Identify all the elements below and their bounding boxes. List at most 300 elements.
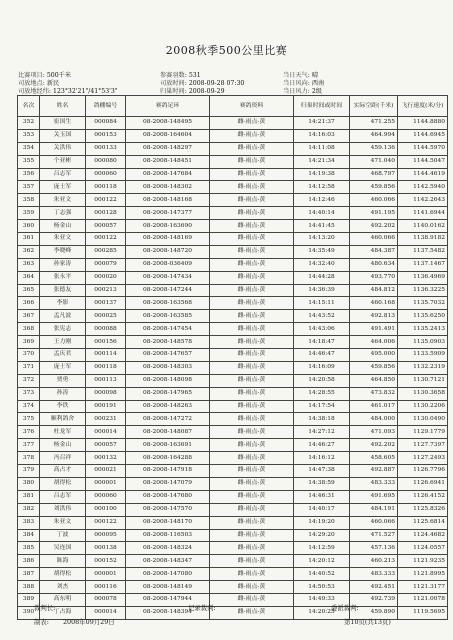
- bird-info-cell: 雌-雨点-黄: [210, 490, 294, 503]
- distance-cell: 492.813: [350, 310, 398, 323]
- distance-cell: 468.797: [350, 168, 398, 181]
- rank-cell: 362: [18, 245, 40, 258]
- arrival-cell: 14:43:52: [294, 310, 350, 323]
- name-cell: 李晓峰: [40, 245, 86, 258]
- bird-info-cell: 雌-雨点-黄: [210, 297, 294, 310]
- arrival-cell: 14:18:47: [294, 336, 350, 349]
- distance-cell: 492.739: [350, 593, 398, 606]
- arrival-cell: 14:21:34: [294, 155, 350, 168]
- distance-cell: 459.890: [350, 606, 398, 619]
- loft-cell: 000122: [86, 516, 126, 529]
- rank-cell: 372: [18, 374, 40, 387]
- distance-cell: 493.770: [350, 271, 398, 284]
- table-row: [18, 529, 448, 542]
- entries-label: 参赛羽数:: [160, 72, 187, 79]
- ring-cell: 08-2008-148720: [126, 245, 210, 258]
- name-cell: 顺利鸽舍: [40, 413, 86, 426]
- table-row: [18, 117, 448, 130]
- loft-cell: 000118: [86, 181, 126, 194]
- bird-info-cell: 雌-雨点-黄: [210, 593, 294, 606]
- name-cell: 吕志军: [40, 490, 86, 503]
- distance-cell: 492.451: [350, 581, 398, 594]
- name-cell: 关洪伟: [40, 142, 86, 155]
- table-body: [18, 117, 448, 620]
- bird-info-cell: 雌-雨点-黄: [210, 258, 294, 271]
- speed-cell: 1136.3225: [398, 284, 448, 297]
- name-cell: 刘洪伟: [40, 503, 86, 516]
- bird-info-cell: 雌-雨点-黄: [210, 465, 294, 478]
- ring-cell: 08-2008-148303: [126, 361, 210, 374]
- speed-cell: 1135.0903: [398, 336, 448, 349]
- rank-cell: 356: [18, 168, 40, 181]
- distance-cell: 460.066: [350, 194, 398, 207]
- ring-cell: 08-2008-148394: [126, 606, 210, 619]
- ring-cell: 08-2008-148170: [126, 516, 210, 529]
- name-cell: 杜龙军: [40, 426, 86, 439]
- weather-value: 晴: [311, 72, 319, 79]
- arrival-cell: 14:11:08: [294, 142, 350, 155]
- distance-cell: 484.000: [350, 413, 398, 426]
- loft-cell: 000057: [86, 439, 126, 452]
- ring-cell: 08-2008-147454: [126, 323, 210, 336]
- made-date: 2008年09月29日: [62, 618, 115, 626]
- name-cell: 崔国生: [40, 117, 86, 130]
- distance-cell: 471.093: [350, 426, 398, 439]
- table-row: [18, 465, 448, 478]
- loft-cell: 000153: [86, 129, 126, 142]
- weather-label: 当日天气:: [283, 72, 310, 79]
- bird-info-cell: 雌-雨点-黄: [210, 387, 294, 400]
- ring-cell: 08-2008-163691: [126, 439, 210, 452]
- ring-cell: 08-2008-148169: [126, 233, 210, 246]
- speed-cell: 1121.3177: [398, 581, 448, 594]
- rank-cell: 358: [18, 194, 40, 207]
- bird-info-cell: 雌-雨点-黄: [210, 194, 294, 207]
- table-row: [18, 426, 448, 439]
- arrival-cell: 14:16:03: [294, 129, 350, 142]
- distance-cell: 473.832: [350, 387, 398, 400]
- loft-cell: 000014: [86, 426, 126, 439]
- bird-info-cell: 雌-雨点-黄: [210, 374, 294, 387]
- ring-cell: 08-2008-148149: [126, 581, 210, 594]
- table-row: [18, 593, 448, 606]
- speed-cell: 1135.6250: [398, 310, 448, 323]
- ring-cell: 08-2008-148347: [126, 555, 210, 568]
- rank-cell: 370: [18, 349, 40, 362]
- location-label: 司放地点:: [18, 80, 45, 87]
- distance-cell: 495.000: [350, 349, 398, 362]
- table-row: [18, 374, 448, 387]
- speed-cell: 1130.2206: [398, 400, 448, 413]
- speed-cell: 1130.7121: [398, 374, 448, 387]
- distance-cell: 483.333: [350, 477, 398, 490]
- loft-cell: 000095: [86, 529, 126, 542]
- name-cell: 朱亚文: [40, 194, 86, 207]
- col-header-loft: 鸽棚编号: [86, 96, 126, 117]
- distance-cell: 464.006: [350, 336, 398, 349]
- name-cell: 朱亚文: [40, 516, 86, 529]
- ring-cell: 08-2008-147965: [126, 387, 210, 400]
- loft-cell: 000285: [86, 245, 126, 258]
- speed-cell: 1119.5695: [398, 606, 448, 619]
- ring-cell: 08-2008-148302: [126, 181, 210, 194]
- table-row: [18, 555, 448, 568]
- col-header-bird-info: 赛鸽资料: [210, 96, 294, 117]
- speed-cell: 1136.4969: [398, 271, 448, 284]
- loft-cell: 000128: [86, 207, 126, 220]
- ring-cell: 08-2008-148578: [126, 336, 210, 349]
- bird-info-cell: 雌-雨点-黄: [210, 181, 294, 194]
- rank-cell: 371: [18, 361, 40, 374]
- table-row: [18, 142, 448, 155]
- arrival-cell: 14:15:11: [294, 297, 350, 310]
- bird-info-cell: 雌-雨点-黄: [210, 516, 294, 529]
- loft-cell: 000080: [86, 155, 126, 168]
- bird-info-cell: 雌-雨点-黄: [210, 336, 294, 349]
- rank-cell: 354: [18, 142, 40, 155]
- table-row: [18, 387, 448, 400]
- arrival-cell: 14:35:49: [294, 245, 350, 258]
- name-cell: 李铁: [40, 400, 86, 413]
- rank-cell: 355: [18, 155, 40, 168]
- page-number: 第10页(共13页): [344, 618, 391, 626]
- speed-cell: 1125.6814: [398, 516, 448, 529]
- loft-cell: 000001: [86, 477, 126, 490]
- arrival-cell: 14:40:14: [294, 207, 350, 220]
- distance-cell: 471.040: [350, 155, 398, 168]
- bird-info-cell: 雌-雨点-黄: [210, 529, 294, 542]
- name-cell: 朱亚文: [40, 233, 86, 246]
- loft-cell: 000138: [86, 542, 126, 555]
- ring-cell: 08-2008-147272: [126, 413, 210, 426]
- name-cell: 刘杰: [40, 581, 86, 594]
- loft-cell: 000020: [86, 271, 126, 284]
- table-row: [18, 439, 448, 452]
- name-cell: 胡得松: [40, 477, 86, 490]
- rank-cell: 376: [18, 426, 40, 439]
- arrival-cell: 14:40:52: [294, 568, 350, 581]
- loft-cell: 000079: [86, 258, 126, 271]
- speed-cell: 1144.5970: [398, 142, 448, 155]
- return-value: 2008-09-29: [188, 88, 225, 95]
- table-row: [18, 194, 448, 207]
- arrival-cell: 14:20:12: [294, 555, 350, 568]
- name-cell: 丁志强: [40, 207, 86, 220]
- arrival-cell: 14:17:54: [294, 400, 350, 413]
- speed-cell: 1130.3658: [398, 387, 448, 400]
- table-row: [18, 581, 448, 594]
- table-row: [18, 310, 448, 323]
- speed-cell: 1127.2493: [398, 452, 448, 465]
- committee-label: 委派裁判:: [331, 604, 359, 612]
- bird-info-cell: 雌-雨点-黄: [210, 568, 294, 581]
- table-row: [18, 181, 448, 194]
- table-row: [18, 568, 448, 581]
- footer-page: [344, 617, 391, 626]
- distance-cell: 484.191: [350, 503, 398, 516]
- table-row: [18, 207, 448, 220]
- coords-label: 司放地经纬:: [18, 88, 52, 95]
- speed-cell: 1135.7032: [398, 297, 448, 310]
- rank-cell: 389: [18, 593, 40, 606]
- bird-info-cell: 雌-雨点-黄: [210, 413, 294, 426]
- entries-value: 531: [188, 72, 201, 79]
- ring-cell: 08-2008-147244: [126, 284, 210, 297]
- bird-info-cell: 雌-雨点-黄: [210, 271, 294, 284]
- ring-cell: 08-2008-147918: [126, 465, 210, 478]
- arrival-cell: 14:12:46: [294, 194, 350, 207]
- distance-cell: 460.066: [350, 233, 398, 246]
- ring-cell: 08-2008-116503: [126, 529, 210, 542]
- ring-cell: 08-2008-147680: [126, 490, 210, 503]
- distance-cell: 460.066: [350, 516, 398, 529]
- arrival-cell: 14:32:40: [294, 258, 350, 271]
- table-row: [18, 323, 448, 336]
- arrival-cell: 14:28:55: [294, 387, 350, 400]
- rank-cell: 357: [18, 181, 40, 194]
- arrival-cell: 14:46:27: [294, 439, 350, 452]
- rank-cell: 390: [18, 606, 40, 619]
- rank-cell: 368: [18, 323, 40, 336]
- bird-info-cell: 雌-雨点-黄: [210, 361, 294, 374]
- rank-cell: 373: [18, 387, 40, 400]
- distance-cell: 491.491: [350, 323, 398, 336]
- bird-info-cell: 雌-雨点-黄: [210, 142, 294, 155]
- arrival-cell: 14:16:12: [294, 452, 350, 465]
- ring-cell: 08-2008-148087: [126, 426, 210, 439]
- distance-label: 比赛项目:: [18, 72, 45, 79]
- loft-cell: 000152: [86, 555, 126, 568]
- arrival-cell: 14:13:20: [294, 233, 350, 246]
- ring-cell: 08-2008-147377: [126, 207, 210, 220]
- bird-info-cell: 雌-雨点-黄: [210, 168, 294, 181]
- name-cell: 胡得松: [40, 568, 86, 581]
- rank-cell: 383: [18, 516, 40, 529]
- results-table: [17, 95, 448, 620]
- ring-cell: 08-2008-148098: [126, 374, 210, 387]
- return-label: 归巢时间:: [160, 88, 187, 95]
- rank-cell: 388: [18, 581, 40, 594]
- distance-cell: 459.856: [350, 361, 398, 374]
- name-cell: 贾勇: [40, 374, 86, 387]
- rank-cell: 364: [18, 271, 40, 284]
- ring-cell: 08-2008-148263: [126, 400, 210, 413]
- table-row: [18, 168, 448, 181]
- speed-cell: 1144.4619: [398, 168, 448, 181]
- name-cell: 丁波: [40, 529, 86, 542]
- speed-cell: 1138.9182: [398, 233, 448, 246]
- distance-cell: 484.387: [350, 245, 398, 258]
- speed-cell: 1144.8880: [398, 117, 448, 130]
- bird-info-cell: 雌-雨点-黄: [210, 606, 294, 619]
- bird-info-cell: 雌-雨点-黄: [210, 503, 294, 516]
- referee-label: 裁判长:: [34, 604, 56, 612]
- table-row: [18, 245, 448, 258]
- page-title: 2008秋季500公里比赛: [165, 44, 288, 57]
- name-cell: 张宪志: [40, 323, 86, 336]
- arrival-cell: 14:38:59: [294, 477, 350, 490]
- col-header-speed: 飞行速度(米/分): [398, 96, 448, 117]
- ring-cell: 08-2008-036409: [126, 258, 210, 271]
- loft-cell: 000078: [86, 593, 126, 606]
- name-cell: 丁占海: [40, 606, 86, 619]
- name-cell: 孟庆君: [40, 349, 86, 362]
- arrival-cell: 14:29:20: [294, 529, 350, 542]
- arrival-cell: 14:44:28: [294, 271, 350, 284]
- loft-cell: 000088: [86, 323, 126, 336]
- loft-cell: 000137: [86, 297, 126, 310]
- loft-cell: 000060: [86, 168, 126, 181]
- table-row: [18, 297, 448, 310]
- arrival-cell: 14:12:58: [294, 181, 350, 194]
- arrival-cell: 14:43:06: [294, 323, 350, 336]
- loft-cell: 000100: [86, 503, 126, 516]
- ring-cell: 08-2008-164604: [126, 129, 210, 142]
- rank-cell: 378: [18, 452, 40, 465]
- table-row: [18, 349, 448, 362]
- loft-cell: 000118: [86, 361, 126, 374]
- table-row: [18, 452, 448, 465]
- bird-info-cell: 雌-雨点-黄: [210, 155, 294, 168]
- loft-cell: 000057: [86, 220, 126, 233]
- bird-info-cell: 雌-雨点-黄: [210, 129, 294, 142]
- col-header-distance: 实际空距(千米): [350, 96, 398, 117]
- bird-info-cell: 雌-雨点-黄: [210, 310, 294, 323]
- made-label: 制表:: [34, 618, 49, 626]
- rank-cell: 352: [18, 117, 40, 130]
- name-cell: 李影: [40, 297, 86, 310]
- loft-cell: 000114: [86, 349, 126, 362]
- distance-cell: 459.136: [350, 142, 398, 155]
- table-row: [18, 233, 448, 246]
- arrival-cell: 14:46:31: [294, 490, 350, 503]
- loft-cell: 000156: [86, 336, 126, 349]
- name-cell: 陈海: [40, 555, 86, 568]
- ring-cell: 08-2008-147080: [126, 568, 210, 581]
- ring-cell: 08-2008-148324: [126, 542, 210, 555]
- rank-cell: 375: [18, 413, 40, 426]
- rank-cell: 377: [18, 439, 40, 452]
- footer-referee: [34, 603, 55, 612]
- speed-cell: 1144.5047: [398, 155, 448, 168]
- ring-cell: 08-2008-147684: [126, 168, 210, 181]
- table-row: [18, 220, 448, 233]
- speed-cell: 1126.4152: [398, 490, 448, 503]
- arrival-cell: 14:27:12: [294, 426, 350, 439]
- bird-info-cell: 雌-雨点-黄: [210, 581, 294, 594]
- rank-cell: 365: [18, 284, 40, 297]
- distance-cell: 471.527: [350, 529, 398, 542]
- ring-cell: 08-2008-147434: [126, 271, 210, 284]
- ring-cell: 08-2008-163568: [126, 297, 210, 310]
- speed-cell: 1124.0557: [398, 542, 448, 555]
- table-row: [18, 155, 448, 168]
- distance-cell: 458.605: [350, 452, 398, 465]
- coords-value: 123°32'21"/41°53'3": [53, 88, 118, 95]
- table-row: [18, 477, 448, 490]
- windforce-value: 2级: [311, 88, 322, 95]
- name-cell: 庞士军: [40, 361, 86, 374]
- speed-cell: 1127.7397: [398, 439, 448, 452]
- loft-cell: 000213: [86, 284, 126, 297]
- name-cell: 吕志军: [40, 168, 86, 181]
- arrival-cell: 14:38:18: [294, 413, 350, 426]
- ring-cell: 08-2008-147657: [126, 349, 210, 362]
- wind-value: 西南: [311, 80, 325, 87]
- ring-cell: 08-2008-148168: [126, 194, 210, 207]
- ring-cell: 08-2008-147944: [126, 593, 210, 606]
- loft-cell: 000001: [86, 568, 126, 581]
- ring-cell: 08-2008-148297: [126, 142, 210, 155]
- distance-cell: 480.634: [350, 258, 398, 271]
- loft-cell: 000025: [86, 310, 126, 323]
- distance-cell: 492.202: [350, 439, 398, 452]
- speed-cell: 1121.8995: [398, 568, 448, 581]
- bird-info-cell: 雌-雨点-黄: [210, 452, 294, 465]
- speed-cell: 1121.0078: [398, 593, 448, 606]
- table-row: [18, 516, 448, 529]
- bird-info-cell: 雌-雨点-黄: [210, 426, 294, 439]
- release-label: 司放时间:: [160, 80, 187, 87]
- rank-cell: 363: [18, 258, 40, 271]
- ring-cell: 08-2008-147570: [126, 503, 210, 516]
- distance-cell: 460.213: [350, 555, 398, 568]
- table-row: [18, 284, 448, 297]
- rank-cell: 361: [18, 233, 40, 246]
- rank-cell: 386: [18, 555, 40, 568]
- table-row: [18, 542, 448, 555]
- ring-cell: 08-2008-164288: [126, 452, 210, 465]
- col-header-rank: 名次: [18, 96, 40, 117]
- distance-cell: 491.195: [350, 207, 398, 220]
- arrival-cell: 14:47:38: [294, 465, 350, 478]
- loft-cell: 000014: [86, 606, 126, 619]
- name-cell: 杨金山: [40, 439, 86, 452]
- distance-cell: 461.017: [350, 400, 398, 413]
- bird-info-cell: 雌-雨点-黄: [210, 542, 294, 555]
- speed-cell: 1132.2319: [398, 361, 448, 374]
- speed-cell: 1137.1467: [398, 258, 448, 271]
- distance-cell: 484.812: [350, 284, 398, 297]
- arrival-cell: 14:40:17: [294, 503, 350, 516]
- name-cell: 张永平: [40, 271, 86, 284]
- bird-info-cell: 雌-雨点-黄: [210, 220, 294, 233]
- arrival-cell: 14:19:20: [294, 516, 350, 529]
- rank-cell: 379: [18, 465, 40, 478]
- release-value: 2008-09-28 07:30: [188, 80, 245, 87]
- col-header-arrival: 归巢时间或时间: [294, 96, 350, 117]
- rank-cell: 360: [18, 220, 40, 233]
- bird-info-cell: 雌-雨点-黄: [210, 477, 294, 490]
- bird-info-cell: 雌-雨点-黄: [210, 245, 294, 258]
- speed-cell: 1140.0162: [398, 220, 448, 233]
- ring-cell: 08-2008-163585: [126, 310, 210, 323]
- name-cell: 吴连国: [40, 542, 86, 555]
- arrival-cell: 14:20:25: [294, 606, 350, 619]
- name-cell: 张德友: [40, 284, 86, 297]
- rank-cell: 382: [18, 503, 40, 516]
- rank-cell: 380: [18, 477, 40, 490]
- footer-committee: [331, 603, 359, 612]
- bird-info-cell: 雌-雨点-黄: [210, 207, 294, 220]
- speed-cell: 1135.2413: [398, 323, 448, 336]
- speed-cell: 1142.2643: [398, 194, 448, 207]
- bird-info-cell: 雌-雨点-黄: [210, 349, 294, 362]
- bird-info-cell: 雌-雨点-黄: [210, 555, 294, 568]
- name-cell: 冯召祥: [40, 452, 86, 465]
- bird-info-cell: 雌-雨点-黄: [210, 117, 294, 130]
- bird-info-cell: 雌-雨点-黄: [210, 284, 294, 297]
